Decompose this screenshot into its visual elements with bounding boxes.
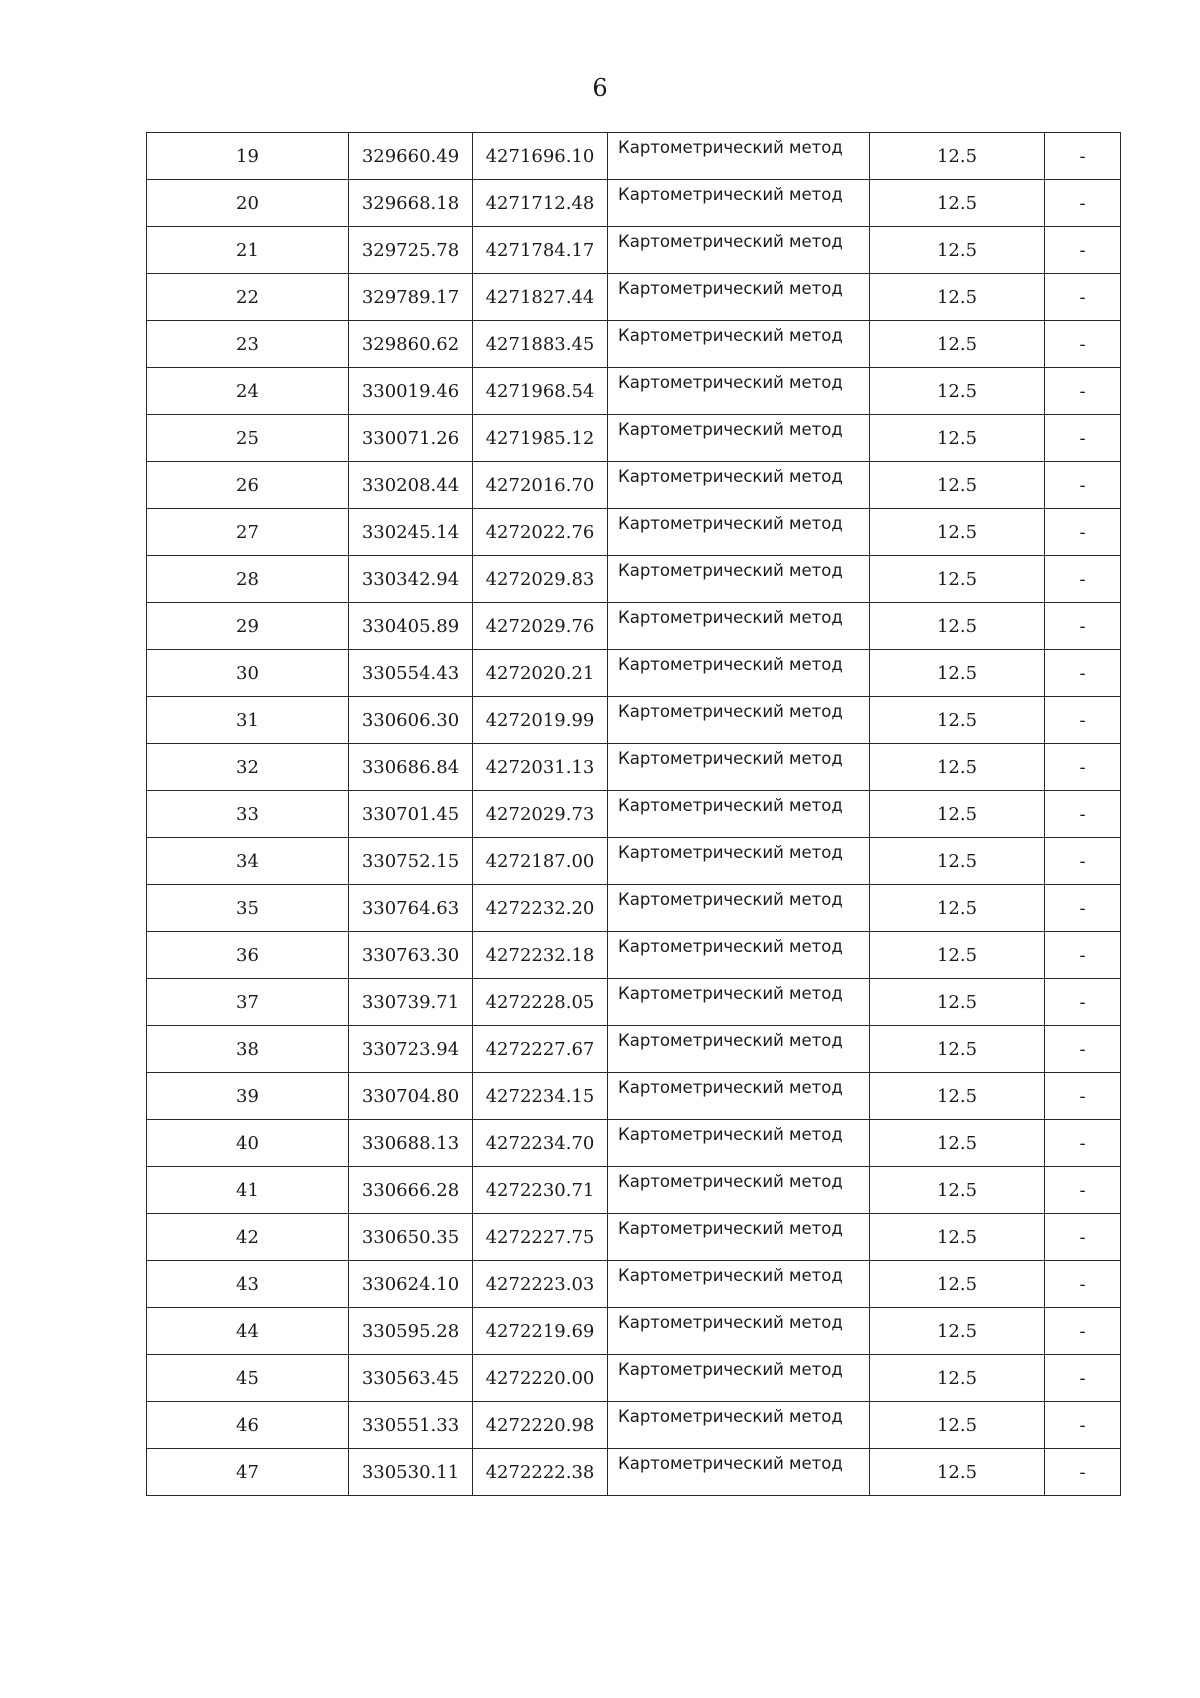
y-coordinate-cell: 4272019.99 bbox=[473, 697, 608, 744]
precision-cell: 12.5 bbox=[870, 227, 1045, 274]
table-row bbox=[147, 1449, 1121, 1496]
precision-cell: 12.5 bbox=[870, 415, 1045, 462]
point-number-cell: 29 bbox=[147, 603, 349, 650]
y-coordinate-cell: 4272234.70 bbox=[473, 1120, 608, 1167]
point-number-cell: 39 bbox=[147, 1073, 349, 1120]
y-coordinate-cell: 4271696.10 bbox=[473, 133, 608, 180]
table-row bbox=[147, 274, 1121, 321]
table-row bbox=[147, 1261, 1121, 1308]
note-cell: - bbox=[1045, 1261, 1121, 1308]
precision-cell: 12.5 bbox=[870, 1214, 1045, 1261]
point-number-cell: 35 bbox=[147, 885, 349, 932]
y-coordinate-cell: 4271985.12 bbox=[473, 415, 608, 462]
x-coordinate-cell: 330530.11 bbox=[349, 1449, 473, 1496]
note-cell: - bbox=[1045, 1120, 1121, 1167]
precision-cell: 12.5 bbox=[870, 509, 1045, 556]
table-row bbox=[147, 1214, 1121, 1261]
y-coordinate-cell: 4271784.17 bbox=[473, 227, 608, 274]
note-cell: - bbox=[1045, 415, 1121, 462]
note-cell: - bbox=[1045, 368, 1121, 415]
table-row bbox=[147, 1355, 1121, 1402]
point-number-cell: 31 bbox=[147, 697, 349, 744]
precision-cell: 12.5 bbox=[870, 1308, 1045, 1355]
table-row bbox=[147, 509, 1121, 556]
precision-cell: 12.5 bbox=[870, 791, 1045, 838]
y-coordinate-cell: 4272227.67 bbox=[473, 1026, 608, 1073]
point-number-cell: 19 bbox=[147, 133, 349, 180]
method-cell: Картометрический метод bbox=[608, 1073, 870, 1120]
point-number-cell: 41 bbox=[147, 1167, 349, 1214]
note-cell: - bbox=[1045, 932, 1121, 979]
x-coordinate-cell: 329725.78 bbox=[349, 227, 473, 274]
note-cell: - bbox=[1045, 1167, 1121, 1214]
method-cell: Картометрический метод bbox=[608, 227, 870, 274]
table-row bbox=[147, 744, 1121, 791]
table-row bbox=[147, 603, 1121, 650]
y-coordinate-cell: 4272227.75 bbox=[473, 1214, 608, 1261]
x-coordinate-cell: 330563.45 bbox=[349, 1355, 473, 1402]
x-coordinate-cell: 330624.10 bbox=[349, 1261, 473, 1308]
table-row bbox=[147, 556, 1121, 603]
table-row bbox=[147, 1308, 1121, 1355]
precision-cell: 12.5 bbox=[870, 180, 1045, 227]
method-cell: Картометрический метод bbox=[608, 556, 870, 603]
method-cell: Картометрический метод bbox=[608, 744, 870, 791]
coordinates-table bbox=[146, 132, 1121, 1496]
table-row bbox=[147, 650, 1121, 697]
precision-cell: 12.5 bbox=[870, 1073, 1045, 1120]
precision-cell: 12.5 bbox=[870, 885, 1045, 932]
y-coordinate-cell: 4272031.13 bbox=[473, 744, 608, 791]
point-number-cell: 47 bbox=[147, 1449, 349, 1496]
note-cell: - bbox=[1045, 1355, 1121, 1402]
method-cell: Картометрический метод bbox=[608, 791, 870, 838]
x-coordinate-cell: 330763.30 bbox=[349, 932, 473, 979]
precision-cell: 12.5 bbox=[870, 697, 1045, 744]
precision-cell: 12.5 bbox=[870, 1355, 1045, 1402]
point-number-cell: 25 bbox=[147, 415, 349, 462]
y-coordinate-cell: 4272029.76 bbox=[473, 603, 608, 650]
method-cell: Картометрический метод bbox=[608, 603, 870, 650]
note-cell: - bbox=[1045, 744, 1121, 791]
precision-cell: 12.5 bbox=[870, 1449, 1045, 1496]
x-coordinate-cell: 330208.44 bbox=[349, 462, 473, 509]
point-number-cell: 45 bbox=[147, 1355, 349, 1402]
table-row bbox=[147, 321, 1121, 368]
point-number-cell: 37 bbox=[147, 979, 349, 1026]
table-row bbox=[147, 180, 1121, 227]
x-coordinate-cell: 330739.71 bbox=[349, 979, 473, 1026]
x-coordinate-cell: 330650.35 bbox=[349, 1214, 473, 1261]
point-number-cell: 38 bbox=[147, 1026, 349, 1073]
note-cell: - bbox=[1045, 1308, 1121, 1355]
note-cell: - bbox=[1045, 791, 1121, 838]
table-row bbox=[147, 1402, 1121, 1449]
x-coordinate-cell: 330595.28 bbox=[349, 1308, 473, 1355]
table-row bbox=[147, 697, 1121, 744]
table-row bbox=[147, 885, 1121, 932]
note-cell: - bbox=[1045, 321, 1121, 368]
x-coordinate-cell: 330666.28 bbox=[349, 1167, 473, 1214]
y-coordinate-cell: 4272220.98 bbox=[473, 1402, 608, 1449]
method-cell: Картометрический метод bbox=[608, 838, 870, 885]
method-cell: Картометрический метод bbox=[608, 932, 870, 979]
precision-cell: 12.5 bbox=[870, 321, 1045, 368]
note-cell: - bbox=[1045, 1026, 1121, 1073]
point-number-cell: 33 bbox=[147, 791, 349, 838]
point-number-cell: 22 bbox=[147, 274, 349, 321]
method-cell: Картометрический метод bbox=[608, 1308, 870, 1355]
note-cell: - bbox=[1045, 979, 1121, 1026]
x-coordinate-cell: 329860.62 bbox=[349, 321, 473, 368]
y-coordinate-cell: 4272020.21 bbox=[473, 650, 608, 697]
note-cell: - bbox=[1045, 1402, 1121, 1449]
method-cell: Картометрический метод bbox=[608, 1402, 870, 1449]
point-number-cell: 30 bbox=[147, 650, 349, 697]
method-cell: Картометрический метод bbox=[608, 1120, 870, 1167]
point-number-cell: 26 bbox=[147, 462, 349, 509]
table-row bbox=[147, 462, 1121, 509]
point-number-cell: 43 bbox=[147, 1261, 349, 1308]
point-number-cell: 34 bbox=[147, 838, 349, 885]
point-number-cell: 21 bbox=[147, 227, 349, 274]
method-cell: Картометрический метод bbox=[608, 133, 870, 180]
y-coordinate-cell: 4272016.70 bbox=[473, 462, 608, 509]
method-cell: Картометрический метод bbox=[608, 697, 870, 744]
x-coordinate-cell: 330764.63 bbox=[349, 885, 473, 932]
table-row bbox=[147, 979, 1121, 1026]
method-cell: Картометрический метод bbox=[608, 321, 870, 368]
x-coordinate-cell: 330405.89 bbox=[349, 603, 473, 650]
precision-cell: 12.5 bbox=[870, 932, 1045, 979]
method-cell: Картометрический метод bbox=[608, 979, 870, 1026]
y-coordinate-cell: 4272228.05 bbox=[473, 979, 608, 1026]
note-cell: - bbox=[1045, 556, 1121, 603]
precision-cell: 12.5 bbox=[870, 368, 1045, 415]
method-cell: Картометрический метод bbox=[608, 462, 870, 509]
method-cell: Картометрический метод bbox=[608, 650, 870, 697]
note-cell: - bbox=[1045, 1449, 1121, 1496]
point-number-cell: 28 bbox=[147, 556, 349, 603]
method-cell: Картометрический метод bbox=[608, 885, 870, 932]
method-cell: Картометрический метод bbox=[608, 368, 870, 415]
y-coordinate-cell: 4271712.48 bbox=[473, 180, 608, 227]
precision-cell: 12.5 bbox=[870, 838, 1045, 885]
x-coordinate-cell: 330554.43 bbox=[349, 650, 473, 697]
method-cell: Картометрический метод bbox=[608, 1355, 870, 1402]
precision-cell: 12.5 bbox=[870, 133, 1045, 180]
y-coordinate-cell: 4272230.71 bbox=[473, 1167, 608, 1214]
precision-cell: 12.5 bbox=[870, 274, 1045, 321]
table-row bbox=[147, 838, 1121, 885]
point-number-cell: 20 bbox=[147, 180, 349, 227]
note-cell: - bbox=[1045, 885, 1121, 932]
note-cell: - bbox=[1045, 838, 1121, 885]
note-cell: - bbox=[1045, 274, 1121, 321]
note-cell: - bbox=[1045, 650, 1121, 697]
precision-cell: 12.5 bbox=[870, 603, 1045, 650]
x-coordinate-cell: 330704.80 bbox=[349, 1073, 473, 1120]
point-number-cell: 27 bbox=[147, 509, 349, 556]
x-coordinate-cell: 330245.14 bbox=[349, 509, 473, 556]
table-row bbox=[147, 1167, 1121, 1214]
method-cell: Картометрический метод bbox=[608, 509, 870, 556]
precision-cell: 12.5 bbox=[870, 462, 1045, 509]
precision-cell: 12.5 bbox=[870, 979, 1045, 1026]
y-coordinate-cell: 4272232.20 bbox=[473, 885, 608, 932]
precision-cell: 12.5 bbox=[870, 1261, 1045, 1308]
y-coordinate-cell: 4272234.15 bbox=[473, 1073, 608, 1120]
note-cell: - bbox=[1045, 697, 1121, 744]
point-number-cell: 40 bbox=[147, 1120, 349, 1167]
x-coordinate-cell: 329660.49 bbox=[349, 133, 473, 180]
x-coordinate-cell: 330688.13 bbox=[349, 1120, 473, 1167]
y-coordinate-cell: 4272029.83 bbox=[473, 556, 608, 603]
y-coordinate-cell: 4272232.18 bbox=[473, 932, 608, 979]
x-coordinate-cell: 330752.15 bbox=[349, 838, 473, 885]
table-row bbox=[147, 791, 1121, 838]
note-cell: - bbox=[1045, 227, 1121, 274]
y-coordinate-cell: 4271968.54 bbox=[473, 368, 608, 415]
table-row bbox=[147, 415, 1121, 462]
x-coordinate-cell: 330551.33 bbox=[349, 1402, 473, 1449]
point-number-cell: 23 bbox=[147, 321, 349, 368]
note-cell: - bbox=[1045, 509, 1121, 556]
coordinates-table-body bbox=[147, 133, 1121, 1496]
table-row bbox=[147, 1026, 1121, 1073]
x-coordinate-cell: 329668.18 bbox=[349, 180, 473, 227]
point-number-cell: 44 bbox=[147, 1308, 349, 1355]
x-coordinate-cell: 330071.26 bbox=[349, 415, 473, 462]
x-coordinate-cell: 330701.45 bbox=[349, 791, 473, 838]
table-row bbox=[147, 1120, 1121, 1167]
method-cell: Картометрический метод bbox=[608, 1214, 870, 1261]
point-number-cell: 42 bbox=[147, 1214, 349, 1261]
method-cell: Картометрический метод bbox=[608, 1167, 870, 1214]
y-coordinate-cell: 4272219.69 bbox=[473, 1308, 608, 1355]
note-cell: - bbox=[1045, 1073, 1121, 1120]
point-number-cell: 24 bbox=[147, 368, 349, 415]
y-coordinate-cell: 4272029.73 bbox=[473, 791, 608, 838]
x-coordinate-cell: 330686.84 bbox=[349, 744, 473, 791]
precision-cell: 12.5 bbox=[870, 650, 1045, 697]
method-cell: Картометрический метод bbox=[608, 1261, 870, 1308]
point-number-cell: 46 bbox=[147, 1402, 349, 1449]
table-row bbox=[147, 133, 1121, 180]
method-cell: Картометрический метод bbox=[608, 1026, 870, 1073]
precision-cell: 12.5 bbox=[870, 1026, 1045, 1073]
method-cell: Картометрический метод bbox=[608, 415, 870, 462]
x-coordinate-cell: 330019.46 bbox=[349, 368, 473, 415]
point-number-cell: 36 bbox=[147, 932, 349, 979]
note-cell: - bbox=[1045, 180, 1121, 227]
table-row bbox=[147, 368, 1121, 415]
y-coordinate-cell: 4272222.38 bbox=[473, 1449, 608, 1496]
precision-cell: 12.5 bbox=[870, 744, 1045, 791]
x-coordinate-cell: 330723.94 bbox=[349, 1026, 473, 1073]
precision-cell: 12.5 bbox=[870, 1402, 1045, 1449]
y-coordinate-cell: 4272022.76 bbox=[473, 509, 608, 556]
note-cell: - bbox=[1045, 1214, 1121, 1261]
page-number: 6 bbox=[592, 74, 608, 102]
precision-cell: 12.5 bbox=[870, 1167, 1045, 1214]
precision-cell: 12.5 bbox=[870, 556, 1045, 603]
method-cell: Картометрический метод bbox=[608, 274, 870, 321]
y-coordinate-cell: 4272187.00 bbox=[473, 838, 608, 885]
point-number-cell: 32 bbox=[147, 744, 349, 791]
y-coordinate-cell: 4271827.44 bbox=[473, 274, 608, 321]
method-cell: Картометрический метод bbox=[608, 180, 870, 227]
note-cell: - bbox=[1045, 462, 1121, 509]
x-coordinate-cell: 329789.17 bbox=[349, 274, 473, 321]
y-coordinate-cell: 4272220.00 bbox=[473, 1355, 608, 1402]
note-cell: - bbox=[1045, 133, 1121, 180]
precision-cell: 12.5 bbox=[870, 1120, 1045, 1167]
table-row bbox=[147, 227, 1121, 274]
note-cell: - bbox=[1045, 603, 1121, 650]
table-row bbox=[147, 1073, 1121, 1120]
method-cell: Картометрический метод bbox=[608, 1449, 870, 1496]
x-coordinate-cell: 330606.30 bbox=[349, 697, 473, 744]
x-coordinate-cell: 330342.94 bbox=[349, 556, 473, 603]
y-coordinate-cell: 4271883.45 bbox=[473, 321, 608, 368]
table-row bbox=[147, 932, 1121, 979]
y-coordinate-cell: 4272223.03 bbox=[473, 1261, 608, 1308]
